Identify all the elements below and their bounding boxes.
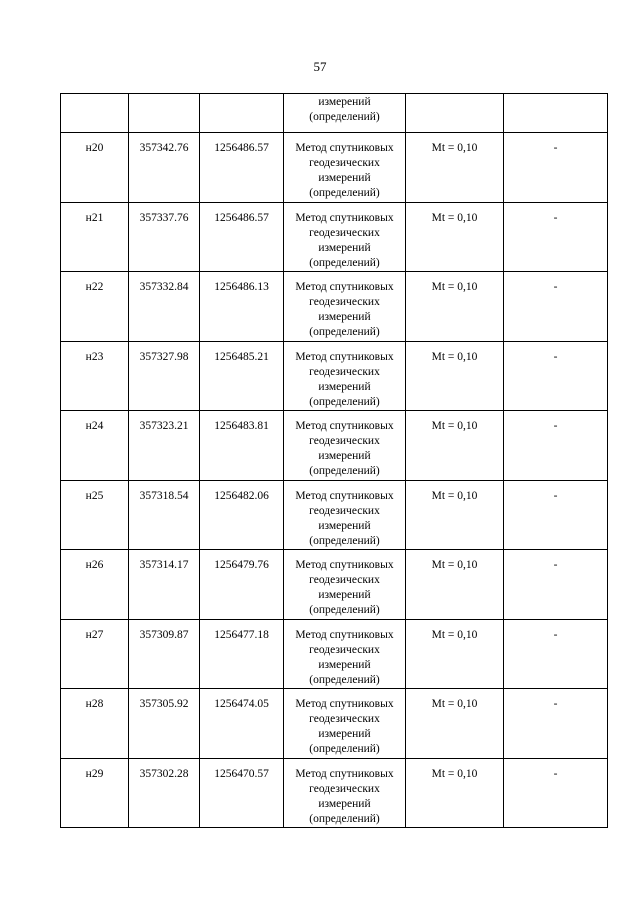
cell-accuracy: [406, 758, 504, 828]
cell-point-text: н28: [85, 698, 104, 710]
cell-other-text: -: [553, 559, 558, 571]
cell-y: [200, 202, 284, 272]
cell-x: [129, 480, 200, 550]
cell-point-text: н27: [85, 628, 104, 641]
cell-x-text: 357323.21: [139, 420, 189, 432]
cell-point: [61, 758, 129, 828]
cell-x: [129, 94, 200, 133]
cell-other: [504, 619, 608, 689]
method-line: (определений): [309, 326, 380, 338]
cell-point-text: н24: [85, 420, 104, 432]
cell-point: [61, 272, 129, 342]
method-line: геодезических: [309, 226, 380, 239]
cell-point-text: н20: [85, 142, 104, 154]
cell-other-text: -: [553, 767, 558, 780]
cell-x-text: 357342.76: [139, 142, 189, 154]
cell-y: [200, 480, 284, 550]
cell-y: [200, 94, 284, 133]
cell-x-text: 357314.17: [139, 559, 189, 571]
cell-point-text: н29: [85, 767, 104, 780]
method-line: измерений: [318, 728, 371, 740]
method-line: (определений): [309, 465, 380, 477]
method-line: (определений): [309, 604, 380, 616]
cell-other-text: -: [553, 489, 558, 502]
cell-other: [504, 758, 608, 828]
cell-method: [284, 550, 406, 620]
cell-y-text: 1256479.76: [214, 559, 269, 571]
cell-other-text: -: [553, 420, 558, 432]
cell-method: [284, 202, 406, 272]
cell-accuracy-text: Mt = 0,10: [431, 628, 478, 641]
cell-method: [284, 133, 406, 203]
method-line: геодезических: [309, 574, 380, 586]
cell-y-text: 1256486.13: [214, 281, 269, 293]
method-line: (определений): [309, 812, 380, 825]
method-line: Метод спутниковых: [295, 350, 394, 363]
cell-y-text: 1256477.18: [214, 628, 269, 641]
cell-y: [200, 133, 284, 203]
cell-point: [61, 619, 129, 689]
table-row: [61, 619, 608, 689]
method-line: измерений: [318, 450, 371, 462]
cell-accuracy: [406, 480, 504, 550]
page-number: 57: [313, 59, 327, 74]
cell-accuracy-text: Mt = 0,10: [431, 281, 478, 293]
method-line: Метод спутниковых: [295, 211, 394, 224]
method-line: Метод спутниковых: [295, 698, 394, 710]
cell-method: [284, 272, 406, 342]
cell-other: [504, 411, 608, 481]
cell-other-text: -: [553, 142, 558, 154]
method-line: (определений): [309, 743, 380, 755]
method-line: (определений): [309, 673, 380, 686]
cell-y: [200, 411, 284, 481]
cell-other: [504, 133, 608, 203]
table-row-continuation: [61, 94, 608, 133]
method-line: (определений): [309, 534, 380, 547]
cell-method: [284, 480, 406, 550]
cell-method: [284, 94, 406, 133]
cell-accuracy-text: Mt = 0,10: [431, 767, 478, 780]
cell-x: [129, 411, 200, 481]
cell-point: [61, 411, 129, 481]
cell-point-text: н25: [85, 489, 104, 502]
cell-x-text: 357332.84: [139, 281, 189, 293]
cell-y-text: 1256483.81: [214, 420, 269, 432]
method-line: (определений): [309, 256, 380, 269]
cell-x: [129, 689, 200, 759]
method-line: Метод спутниковых: [295, 281, 394, 293]
cell-other-text: -: [553, 350, 558, 363]
cell-y: [200, 272, 284, 342]
cell-accuracy-text: Mt = 0,10: [431, 211, 478, 224]
cell-y: [200, 758, 284, 828]
cell-accuracy-text: Mt = 0,10: [431, 420, 478, 432]
method-line: измерений: [318, 96, 371, 108]
cell-method: [284, 341, 406, 411]
cell-accuracy: [406, 689, 504, 759]
method-line: (определений): [309, 111, 380, 123]
cell-x: [129, 133, 200, 203]
cell-x: [129, 550, 200, 620]
cell-other: [504, 341, 608, 411]
table-row: [61, 689, 608, 759]
method-line: (определений): [309, 395, 380, 408]
table-row: [61, 272, 608, 342]
cell-accuracy-text: Mt = 0,10: [431, 142, 478, 154]
method-line: измерений: [318, 311, 371, 323]
method-line: Метод спутниковых: [295, 489, 394, 502]
cell-other-text: -: [553, 211, 558, 224]
cell-accuracy: [406, 550, 504, 620]
cell-y-text: 1256474.05: [214, 698, 269, 710]
cell-accuracy: [406, 202, 504, 272]
cell-accuracy: [406, 94, 504, 133]
cell-y-text: 1256486.57: [214, 211, 269, 224]
cell-y-text: 1256486.57: [214, 142, 269, 154]
cell-point: [61, 550, 129, 620]
method-line: геодезических: [309, 643, 380, 656]
cell-method: [284, 689, 406, 759]
cell-other: [504, 202, 608, 272]
cell-accuracy-text: Mt = 0,10: [431, 350, 478, 363]
cell-method: [284, 758, 406, 828]
method-line: геодезических: [309, 782, 380, 795]
cell-point-text: н21: [85, 211, 104, 224]
cell-method: [284, 411, 406, 481]
method-line: Метод спутниковых: [295, 767, 394, 780]
cell-x: [129, 341, 200, 411]
cell-y-text: 1256485.21: [214, 350, 269, 363]
method-line: Метод спутниковых: [295, 142, 394, 154]
cell-point-text: н23: [85, 350, 104, 363]
cell-x: [129, 758, 200, 828]
method-line: (определений): [309, 187, 380, 199]
cell-point-text: н22: [85, 281, 104, 293]
cell-accuracy: [406, 341, 504, 411]
table-row: [61, 758, 608, 828]
table-row: [61, 202, 608, 272]
method-line: Метод спутниковых: [295, 628, 394, 641]
cell-x-text: 357309.87: [139, 628, 189, 641]
cell-point: [61, 341, 129, 411]
cell-y-text: 1256470.57: [214, 767, 269, 780]
table-row: [61, 480, 608, 550]
cell-point-text: н26: [85, 559, 104, 571]
method-line: геодезических: [309, 504, 380, 517]
cell-other: [504, 550, 608, 620]
cell-point: [61, 480, 129, 550]
method-line: Метод спутниковых: [295, 420, 394, 432]
table-row: [61, 133, 608, 203]
cell-accuracy-text: Mt = 0,10: [431, 698, 478, 710]
cell-x: [129, 619, 200, 689]
method-line: измерений: [318, 241, 371, 254]
method-line: геодезических: [309, 365, 380, 378]
cell-other-text: -: [553, 281, 558, 293]
table-body: [61, 94, 608, 828]
cell-x-text: 357318.54: [139, 489, 189, 502]
table-row: [61, 411, 608, 481]
cell-y-text: 1256482.06: [214, 489, 269, 502]
cell-other: [504, 689, 608, 759]
cell-other-text: -: [553, 628, 558, 641]
cell-accuracy-text: Mt = 0,10: [431, 489, 478, 502]
method-line: геодезических: [309, 296, 380, 308]
cell-x: [129, 202, 200, 272]
method-line: измерений: [318, 589, 371, 601]
method-line: Метод спутниковых: [295, 559, 394, 571]
method-line: геодезических: [309, 435, 380, 447]
cell-other: [504, 480, 608, 550]
cell-other: [504, 94, 608, 133]
cell-y: [200, 689, 284, 759]
cell-point: [61, 689, 129, 759]
cell-y: [200, 619, 284, 689]
cell-accuracy: [406, 272, 504, 342]
method-line: измерений: [318, 797, 371, 810]
cell-other-text: -: [553, 698, 558, 710]
cell-accuracy: [406, 411, 504, 481]
method-line: геодезических: [309, 713, 380, 725]
cell-x-text: 357302.28: [139, 767, 189, 780]
cell-x: [129, 272, 200, 342]
table-row: [61, 341, 608, 411]
method-line: геодезических: [309, 157, 380, 169]
cell-y: [200, 550, 284, 620]
method-line: измерений: [318, 380, 371, 393]
cell-accuracy-text: Mt = 0,10: [431, 559, 478, 571]
cell-point: [61, 133, 129, 203]
coordinates-table: [60, 93, 608, 828]
cell-method: [284, 619, 406, 689]
cell-x-text: 357327.98: [139, 350, 189, 363]
cell-accuracy: [406, 619, 504, 689]
cell-y: [200, 341, 284, 411]
cell-point: [61, 202, 129, 272]
cell-x-text: 357337.76: [139, 211, 189, 224]
method-line: измерений: [318, 519, 371, 532]
table-row: [61, 550, 608, 620]
cell-x-text: 357305.92: [139, 698, 189, 710]
cell-accuracy: [406, 133, 504, 203]
cell-other: [504, 272, 608, 342]
method-line: измерений: [318, 658, 371, 671]
cell-point: [61, 94, 129, 133]
method-line: измерений: [318, 172, 371, 184]
